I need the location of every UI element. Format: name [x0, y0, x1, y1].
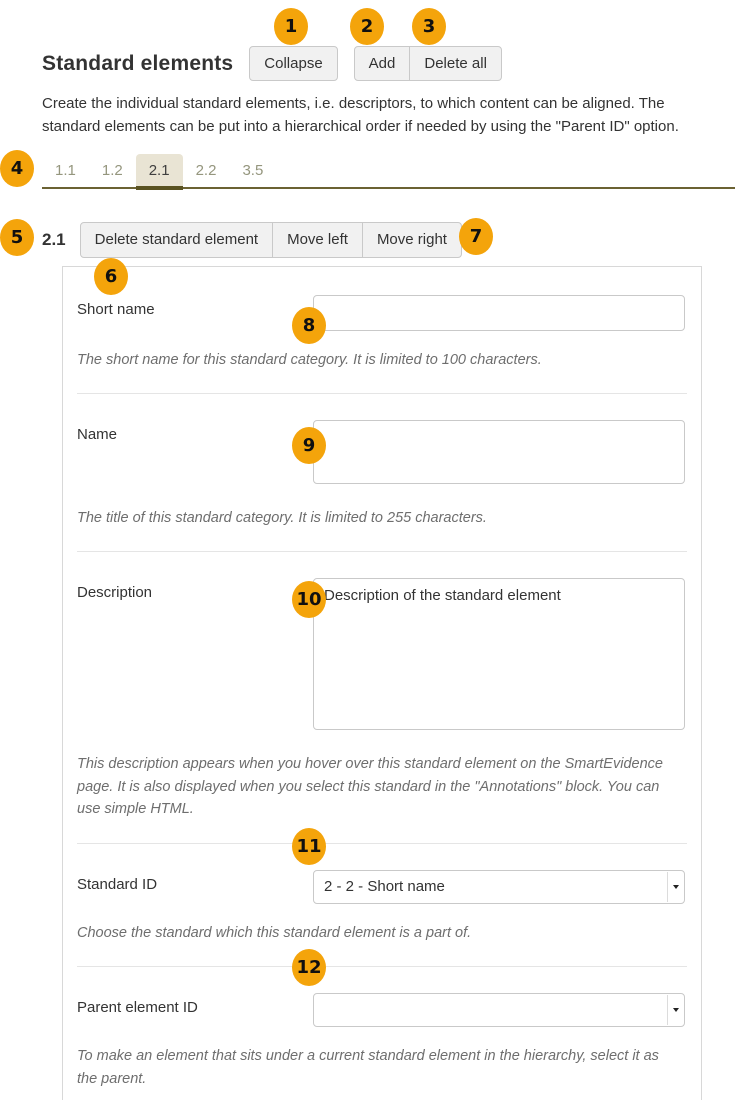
parent-element-id-help: To make an element that sits under a current standard element in the hierarchy, select it as the parent. — [77, 1048, 659, 1087]
name-textarea[interactable] — [313, 420, 685, 484]
parent-element-id-select[interactable] — [313, 993, 685, 1027]
description-row — [63, 552, 701, 820]
short-name-help: The short name for this standard category. It is limited to 100 characters. — [77, 351, 542, 368]
description-textarea[interactable] — [313, 578, 685, 730]
tab-2-2[interactable]: 2.2 — [195, 162, 217, 180]
page-title: Standard elements — [42, 51, 234, 75]
annotation-badge-7: 7 — [459, 218, 493, 255]
move-left-button[interactable]: Move left — [272, 222, 363, 257]
element-header — [42, 222, 715, 257]
parent-element-id-label: Parent element ID — [77, 999, 198, 1017]
delete-all-button[interactable]: Delete all — [409, 46, 502, 81]
tab-1-2[interactable]: 1.2 — [101, 162, 123, 180]
parent-element-id-row — [63, 967, 701, 1090]
standard-element-form — [62, 266, 702, 1100]
short-name-input[interactable] — [313, 295, 685, 331]
annotation-badge-9: 9 — [292, 427, 326, 464]
annotation-badge-3: 3 — [412, 8, 446, 45]
page-header — [42, 46, 715, 81]
move-right-button[interactable]: Move right — [362, 222, 462, 257]
dropdown-arrow-strip — [667, 872, 684, 902]
description-label: Description — [77, 584, 153, 602]
tab-2-1[interactable]: 2.1 — [136, 154, 183, 187]
annotation-badge-4: 4 — [0, 150, 34, 187]
standard-id-selected-value: 2 - 2 - Short name — [324, 878, 445, 896]
tab-1-1[interactable]: 1.1 — [55, 162, 76, 180]
name-row — [63, 394, 701, 529]
add-delete-button-group — [354, 46, 502, 81]
annotation-badge-10: 10 — [292, 581, 326, 618]
annotation-badge-2: 2 — [350, 8, 384, 45]
annotation-badge-8: 8 — [292, 307, 326, 344]
delete-standard-element-button[interactable]: Delete standard element — [80, 222, 273, 257]
element-actions-button-group — [80, 222, 462, 257]
standard-id-row — [63, 844, 701, 944]
short-name-label: Short name — [77, 300, 155, 318]
short-name-row — [63, 269, 701, 371]
tab-3-5[interactable]: 3.5 — [242, 162, 264, 180]
annotation-badge-11: 11 — [292, 828, 326, 865]
annotation-badge-12: 12 — [292, 949, 326, 986]
description-help: This description appears when you hover over this standard element on the SmartEvidence page. It is also displayed when you select this standard in the "Annotations" block. You can use simple HTML. — [77, 756, 663, 818]
collapse-button[interactable]: Collapse — [249, 46, 337, 81]
name-help: The title of this standard category. It is limited to 255 characters. — [77, 509, 487, 526]
name-label: Name — [77, 425, 118, 443]
dropdown-arrow-strip — [667, 995, 684, 1025]
element-title: 2.1 — [42, 229, 66, 249]
annotation-badge-6: 6 — [94, 258, 128, 295]
standard-id-label: Standard ID — [77, 875, 158, 893]
chevron-down-icon — [673, 1008, 679, 1012]
intro-text: Create the individual standard elements, i.e. descriptors, to which content can be aligned. The standard elements can be put into a hierarchical order if needed by using the "Parent ID" option. — [42, 95, 679, 135]
annotation-badge-1: 1 — [274, 8, 308, 45]
standard-element-tabs — [42, 154, 735, 189]
standard-id-select[interactable] — [313, 870, 685, 904]
standard-id-help: Choose the standard which this standard element is a part of. — [77, 924, 472, 941]
chevron-down-icon — [673, 885, 679, 889]
annotation-badge-5: 5 — [0, 219, 34, 256]
add-button[interactable]: Add — [354, 46, 411, 81]
